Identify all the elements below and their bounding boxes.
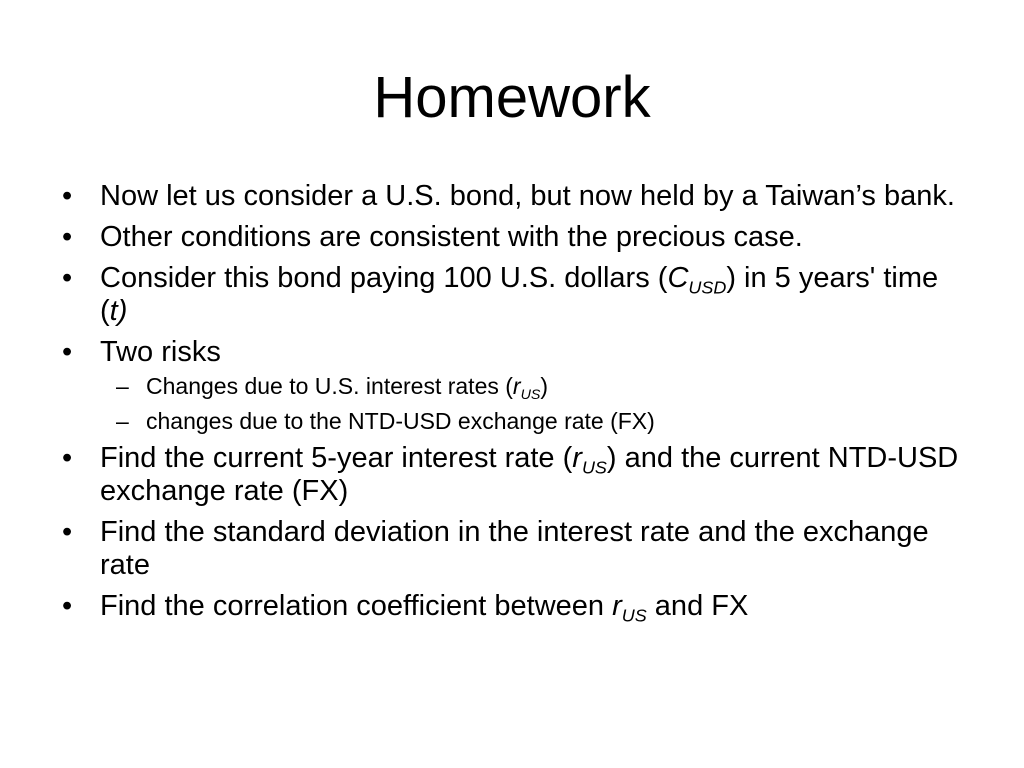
math-variable: r [612, 590, 622, 622]
bullet-text-pre: Find the correlation coefficient between [100, 590, 613, 622]
bullet-item [62, 516, 962, 582]
subbullet-item [100, 371, 962, 401]
math-variable: r [512, 373, 521, 399]
bullet-list [62, 180, 962, 631]
bullet-text-pre: Consider this bond paying 100 U.S. dollars ( [100, 262, 668, 294]
bullet-text-mid: ) in 5 years' time ( [100, 262, 939, 327]
math-subscript: US [520, 386, 541, 403]
bullet-text: Two risks [100, 336, 221, 368]
bullet-item [62, 262, 962, 328]
bullet-item [62, 442, 962, 508]
math-subscript: US [621, 605, 647, 626]
bullet-item [62, 180, 962, 213]
bullet-item [62, 336, 962, 436]
math-variable: C [667, 262, 689, 294]
math-subscript: US [581, 457, 607, 478]
math-variable: t) [109, 295, 128, 327]
bullet-text-post: ) and the current NTD-USD exchange rate (FX) [100, 442, 959, 507]
subbullet-list [100, 371, 962, 436]
bullet-item [62, 590, 962, 626]
subbullet-text-post: ) [540, 373, 549, 399]
bullet-text: Now let us consider a U.S. bond, but now held by a Taiwan’s bank. [100, 180, 955, 212]
math-variable: r [572, 442, 582, 474]
subbullet-text-pre: Changes due to U.S. interest rates ( [146, 373, 513, 399]
bullet-text-pre: Find the current 5-year interest rate ( [100, 442, 573, 474]
slide-title: Homework [373, 65, 651, 130]
subbullet-text: changes due to the NTD-USD exchange rate (FX) [146, 408, 655, 434]
math-subscript: USD [688, 277, 727, 298]
bullet-text: Other conditions are consistent with the precious case. [100, 221, 803, 253]
bullet-text-post: and FX [646, 590, 749, 622]
subbullet-item [100, 406, 962, 436]
bullet-item [62, 221, 962, 254]
bullet-text: Find the standard deviation in the interest rate and the exchange rate [100, 516, 929, 581]
